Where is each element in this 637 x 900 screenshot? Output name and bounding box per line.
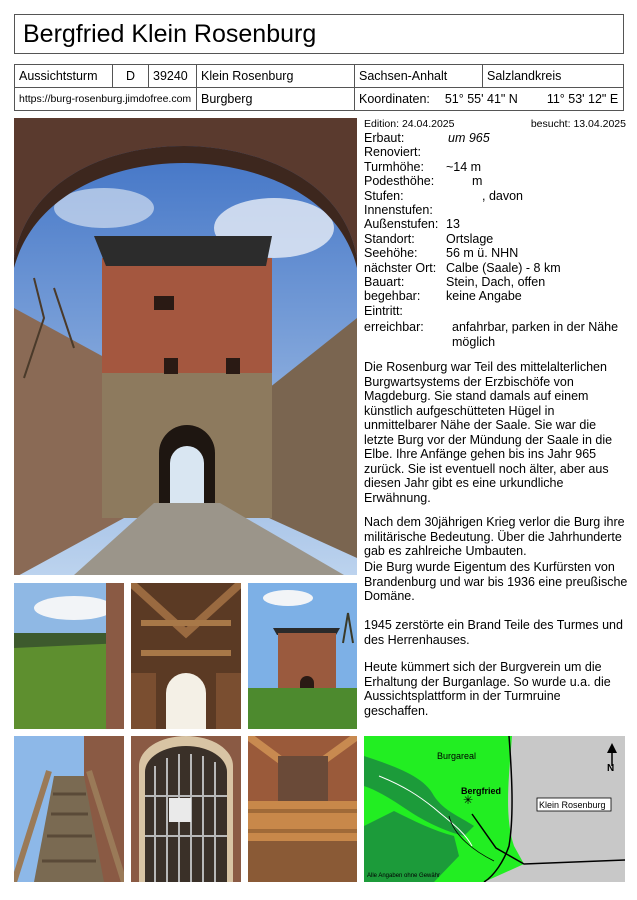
coords-lat: 51° 55' 41" N xyxy=(444,92,518,106)
detail-label: Stufen: xyxy=(364,188,404,203)
visited-date: besucht: 13.04.2025 xyxy=(530,118,626,130)
detail-row xyxy=(364,289,626,303)
detail-value: 13 xyxy=(446,217,460,232)
detail-value xyxy=(446,145,626,159)
detail-row xyxy=(364,131,626,145)
details-panel xyxy=(364,118,626,349)
detail-row xyxy=(364,261,626,275)
edition-row xyxy=(364,118,626,131)
coordinates-cell xyxy=(355,88,624,111)
detail-row xyxy=(364,189,626,203)
map-disclaimer: Alle Angaben ohne Gewähr xyxy=(367,873,441,879)
description-paragraph: Die Burg wurde Eigentum des Kurfürsten von Brandenburg und war bis 1936 eine preußische Domäne. xyxy=(364,560,628,603)
photo-roof-structure xyxy=(131,583,241,729)
detail-value xyxy=(446,203,626,217)
photo-outer-stairs xyxy=(14,736,124,882)
detail-row xyxy=(364,160,626,174)
detail-label: Podesthöhe: xyxy=(364,174,435,189)
country-cell: D xyxy=(113,65,149,88)
detail-label: Außenstufen: xyxy=(364,217,439,232)
description-paragraph: Heute kümmert sich der Burgverein um die Erhaltung der Burganlage. So wurde u.a. die Aussichtsplattform in der Turmruine geschaffen. xyxy=(364,660,611,718)
detail-label: Eintritt: xyxy=(364,303,403,318)
detail-label: Standort: xyxy=(364,231,415,246)
photo-tower-exterior xyxy=(248,583,357,729)
edition-date: Edition: 24.04.2025 xyxy=(364,118,455,130)
photo-grounds xyxy=(14,583,124,729)
description-paragraph: Die Rosenburg war Teil des mittelalterlichen Burgwartsystems der Erzbischöfe von Magdeburg. Sie stand damals auf einem künstlich aufgeschütteten Hügel in unmittelbarer Nähe der Saale. Sie war die letzte Burg vor der Mündung der Saale in die Elbe. Ihre Anfänge gehen bis ins Jahr 965 zurück. Sie ist eventuell noch älter, aber aus diesen Jahr gibt es eine urkundliche Erwähnung. xyxy=(364,360,613,505)
detail-label: Seehöhe: xyxy=(364,246,418,261)
detail-row xyxy=(364,232,626,246)
location-cell: Burgberg xyxy=(197,88,355,111)
north-arrow-icon: N xyxy=(607,763,615,774)
detail-label: nächster Ort: xyxy=(364,260,437,275)
detail-value: m xyxy=(472,174,483,189)
detail-row xyxy=(364,246,626,260)
detail-label: Bauart: xyxy=(364,275,405,290)
detail-value: , davon xyxy=(482,188,524,203)
detail-label: erreichbar: xyxy=(364,320,424,335)
info-table xyxy=(14,64,624,111)
detail-value: keine Angabe xyxy=(446,289,522,304)
main-tower-photo xyxy=(14,118,357,575)
detail-label: Erbaut: xyxy=(364,131,405,145)
detail-value xyxy=(446,304,626,318)
place-cell: Klein Rosenburg xyxy=(197,65,355,88)
page-title: Bergfried Klein Rosenburg xyxy=(14,14,624,54)
detail-row xyxy=(364,145,626,159)
description-paragraph: 1945 zerstörte ein Brand Teile des Turmes und des Herrenhauses. xyxy=(364,618,623,647)
detail-value: ~14 m xyxy=(446,159,482,174)
detail-row xyxy=(364,304,626,318)
detail-label: Turmhöhe: xyxy=(364,159,424,174)
map-area-label: Burgareal xyxy=(437,751,477,761)
detail-label: Innenstufen: xyxy=(364,203,433,218)
detail-row xyxy=(364,217,626,231)
postcode-cell: 39240 xyxy=(149,65,197,88)
map-town-label: Klein Rosenburg xyxy=(539,800,606,810)
photo-platform xyxy=(248,736,357,882)
detail-row xyxy=(364,275,626,289)
detail-row xyxy=(364,320,626,349)
coords-label: Koordinaten: xyxy=(359,92,430,106)
detail-value: um 965 xyxy=(448,131,490,145)
detail-value: Ortslage xyxy=(446,231,494,246)
detail-row xyxy=(364,203,626,217)
detail-value: anfahrbar, parken in der Nähe möglich xyxy=(452,320,619,349)
coords-lon: 11° 53' 12" E xyxy=(546,92,619,106)
map-tower-marker-icon: ✳ xyxy=(463,793,474,807)
website-link[interactable]: https://burg-rosenburg.jimdofree.com xyxy=(15,88,197,111)
detail-label: begehbar: xyxy=(364,289,421,304)
state-cell: Sachsen-Anhalt xyxy=(355,65,483,88)
detail-value: Calbe (Saale) - 8 km xyxy=(446,260,561,275)
location-map xyxy=(364,736,625,882)
map-tower-label: Bergfried xyxy=(461,786,502,796)
district-cell: Salzlandkreis xyxy=(483,65,624,88)
detail-row xyxy=(364,174,626,188)
description-paragraph: Nach dem 30jährigen Krieg verlor die Burg ihre militärische Bedeutung. Über die Jahrhunderte gab es zahlreiche Umbauten. xyxy=(364,515,625,558)
detail-value: Stein, Dach, offen xyxy=(446,275,546,290)
detail-label: Renoviert: xyxy=(364,145,421,160)
type-cell: Aussichtsturm xyxy=(15,65,113,88)
photo-gate-entrance xyxy=(131,736,241,882)
detail-value: 56 m ü. NHN xyxy=(446,246,519,261)
